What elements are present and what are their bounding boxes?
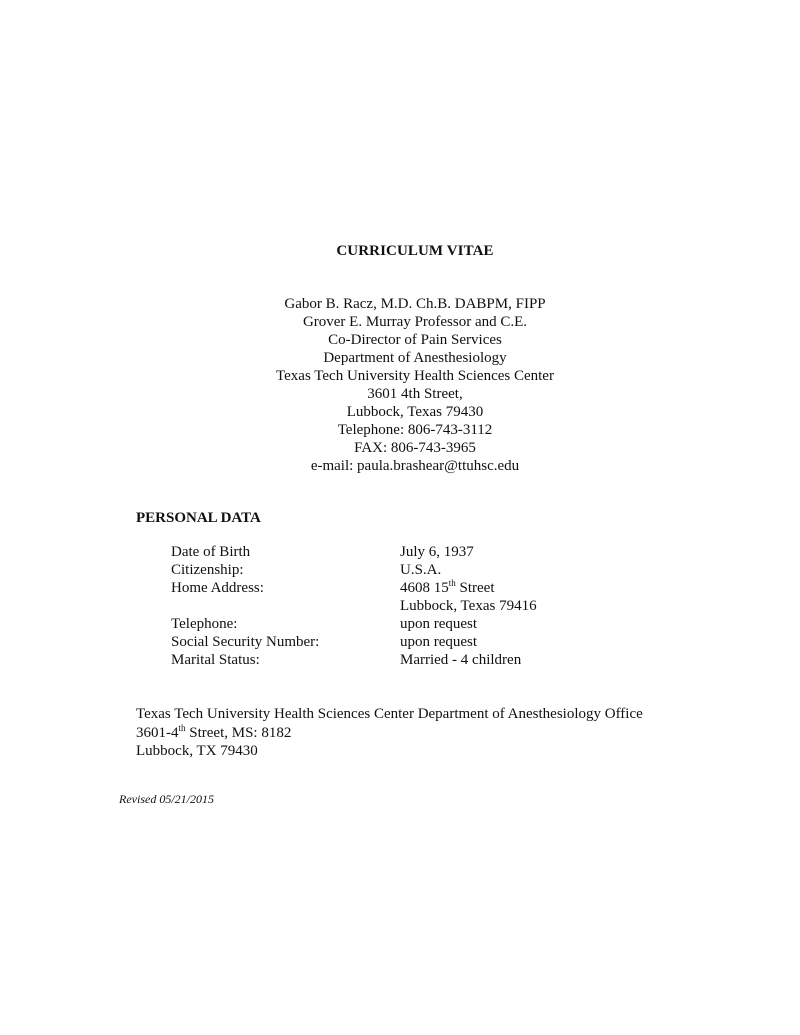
personal-data-heading: PERSONAL DATA: [136, 510, 261, 526]
email: e-mail: paula.brashear@ttuhsc.edu: [310, 458, 520, 474]
ordinal-suffix: th: [178, 722, 186, 733]
row-value: [400, 579, 495, 597]
row-value: U.S.A.: [400, 562, 442, 578]
row-value: upon request: [400, 616, 478, 632]
row-label: Marital Status:: [171, 652, 260, 668]
street-text: 3601-4: [136, 724, 179, 741]
table-row: [171, 597, 537, 615]
table-row: [171, 651, 537, 669]
table-row: [171, 633, 537, 651]
fax: FAX: 806-743-3965: [354, 440, 476, 456]
revised-date: Revised 05/21/2015: [119, 792, 214, 806]
row-label: [171, 597, 400, 615]
office-street: [136, 724, 643, 743]
office-institution: Texas Tech University Health Sciences Center Department of Anesthesiology Office: [136, 706, 643, 722]
table-row: [171, 561, 537, 579]
value-text: Street: [455, 580, 495, 596]
ordinal-suffix: th: [448, 578, 456, 588]
institution: Texas Tech University Health Sciences Center: [276, 368, 554, 384]
row-label: Citizenship:: [171, 562, 244, 578]
street-address: 3601 4th Street,: [367, 386, 463, 402]
row-value: Married - 4 children: [400, 652, 522, 668]
value-text: 4608 15: [400, 580, 449, 596]
row-label: Date of Birth: [171, 544, 251, 560]
contact-header: [0, 295, 800, 475]
professorship: Grover E. Murray Professor and C.E.: [302, 314, 528, 330]
row-value: upon request: [400, 634, 478, 650]
document-title: CURRICULUM VITAE: [336, 243, 494, 259]
office-address: [136, 705, 643, 761]
table-row: [171, 615, 537, 633]
personal-data-table: [171, 543, 537, 669]
office-city: Lubbock, TX 79430: [136, 743, 258, 759]
street-text: Street, MS: 8182: [185, 724, 292, 741]
row-label: Home Address:: [171, 580, 264, 596]
row-label: Telephone:: [171, 616, 238, 632]
row-value: Lubbock, Texas 79416: [400, 598, 537, 614]
department: Department of Anesthesiology: [323, 350, 507, 366]
table-row: [171, 579, 537, 597]
position: Co-Director of Pain Services: [328, 332, 502, 348]
row-value: July 6, 1937: [400, 544, 474, 560]
table-row: [171, 543, 537, 561]
row-label: Social Security Number:: [171, 634, 320, 650]
city-state-zip: Lubbock, Texas 79430: [346, 404, 484, 420]
name-credentials: Gabor B. Racz, M.D. Ch.B. DABPM, FIPP: [284, 296, 546, 312]
telephone: Telephone: 806-743-3112: [337, 422, 493, 438]
